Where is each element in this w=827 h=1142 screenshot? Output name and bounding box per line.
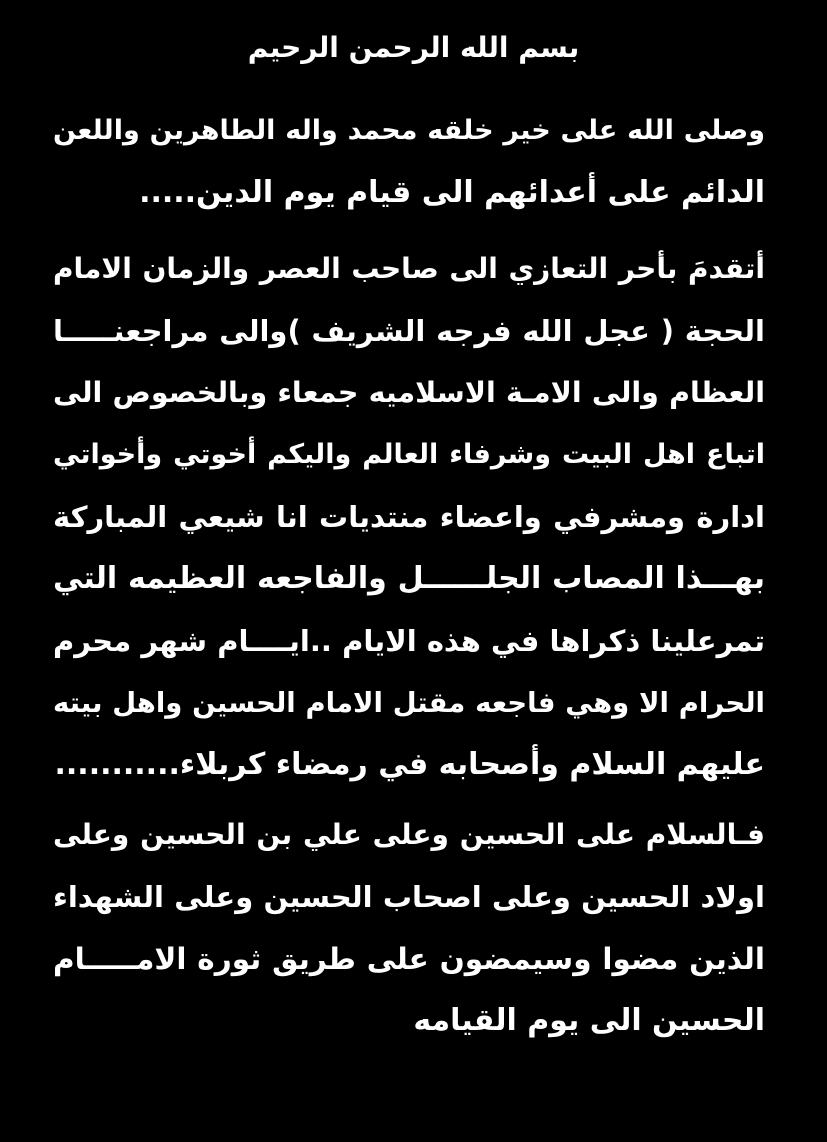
text-line: أتقدمَ بأحر التعازي الى صاحب العصر والزمان الامام: [53, 252, 765, 285]
text-line: الحرام الا وهي فاجعه مقتل الامام الحسين واهل بيته: [53, 687, 765, 719]
text-line: الحجة ( عجل الله فرجه الشريف )والى مراجعنـــــا: [53, 314, 765, 348]
text-line: ادارة ومشرفي واعضاء منتديات انا شيعي المباركة: [53, 500, 765, 534]
text-line: اتباع اهل البيت وشرفاء العالم واليكم أخوتي وأخواتي: [53, 439, 765, 470]
text-line: وصلى الله على خير خلقه محمد واله الطاهرين واللعن: [53, 115, 765, 146]
text-line: العظام والى الامـة الاسلاميه جمعاء وبالخصوص الى: [53, 376, 765, 409]
paragraph-condolences: [53, 238, 765, 796]
text-line: عليهم السلام وأصحابه في رمضاء كربلاء...........: [54, 747, 765, 782]
text-line: اولاد الحسين وعلى اصحاب الحسين وعلى الشهداء: [53, 880, 765, 914]
text-line: الدائم على أعدائهم الى قيام يوم الدين.....: [139, 175, 765, 210]
text-line: الحسين الى يوم القيامه: [413, 1003, 765, 1038]
text-line: فـالسلام على الحسين وعلى علي بن الحسين وعلى: [53, 818, 765, 851]
text-line: بهـــذا المصاب الجلــــــل والفاجعه العظيمه التي: [53, 561, 765, 596]
text-line: تمرعلينا ذكراها في هذه الايام ..ايــــام شهر محرم: [53, 624, 765, 658]
paragraph-opening-prayer: [53, 100, 765, 224]
document-heading: بسم الله الرحمن الرحيم: [247, 31, 580, 64]
text-line: الذين مضوا وسيمضون على طريق ثورة الامـــــام: [53, 942, 765, 976]
paragraph-salutations: [53, 804, 765, 1052]
